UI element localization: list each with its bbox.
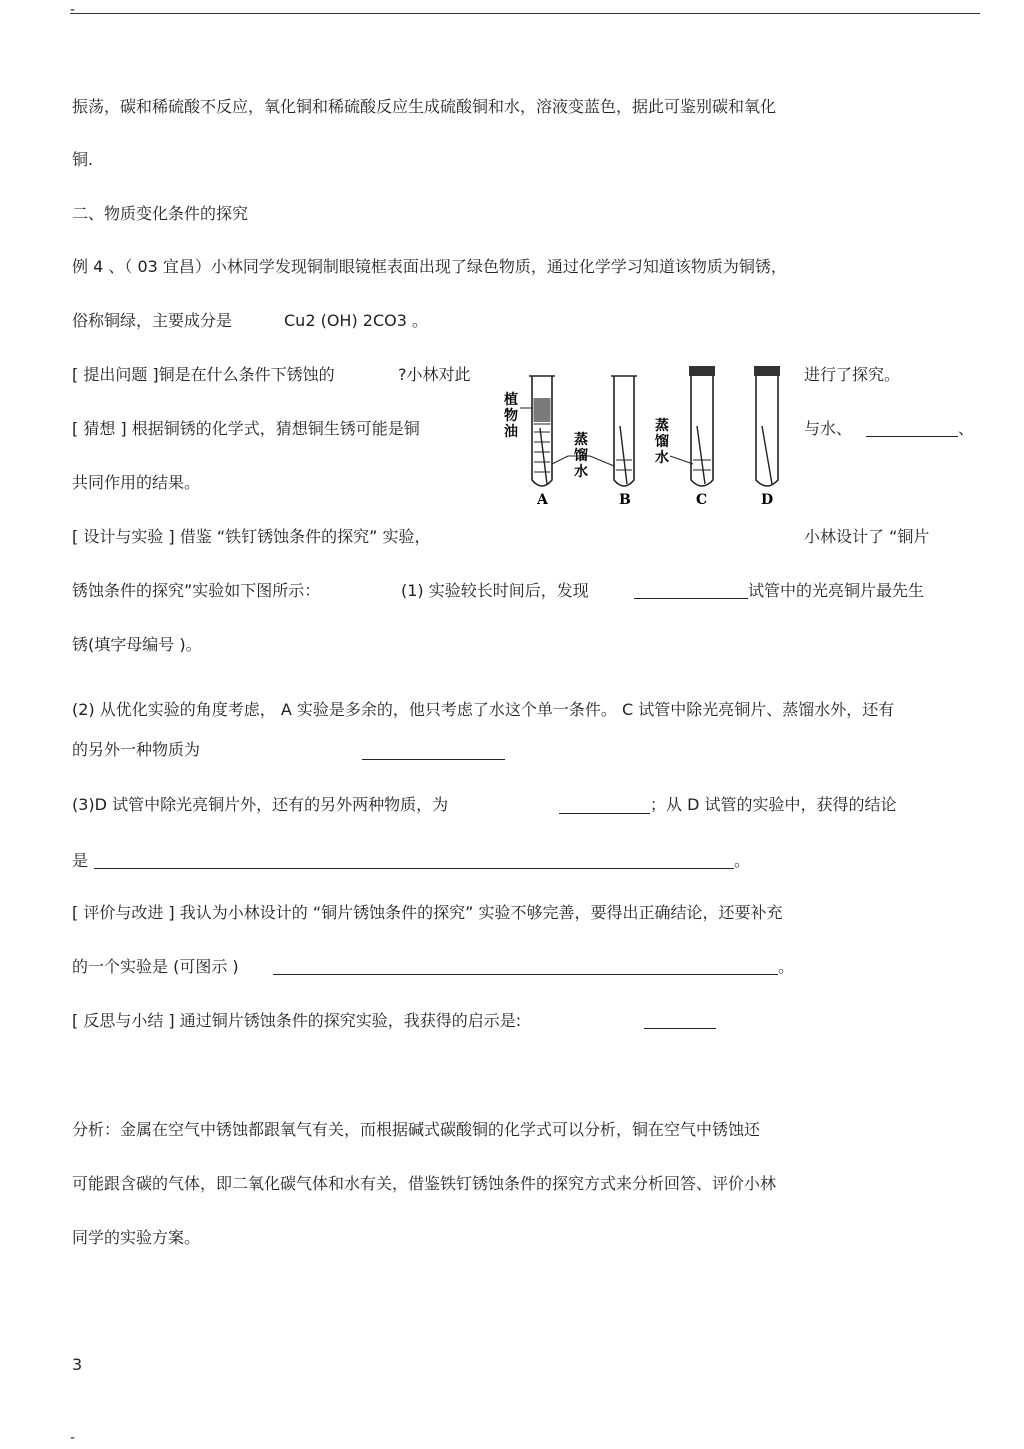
design-line: 锈蚀条件的探究”实验如下图所示： xyxy=(72,581,321,600)
text-line: 振荡，碳和稀硫酸不反应，氧化铜和稀硫酸反应生成硫酸铜和水，溶液变蓝色，据此可鉴别碳和氧化 xyxy=(72,97,777,116)
test-tubes-figure xyxy=(500,360,800,510)
hypothesis-line: 共同作用的结果。 xyxy=(72,473,201,492)
page-number: 3 xyxy=(72,1355,83,1374)
svg-text:馏: 馏 xyxy=(574,448,588,464)
answer-blank[interactable] xyxy=(94,852,734,869)
header-rule xyxy=(70,13,980,14)
tube-label: A xyxy=(537,492,548,508)
reflection-line: [ 反思与小结 ] 通过铜片锈蚀条件的探究实验，我获得的启示是: xyxy=(72,1011,522,1030)
question-line: [ 提出问题 ]铜是在什么条件下锈蚀的 xyxy=(72,365,335,384)
hypothesis-line: 与水、 xyxy=(804,419,853,438)
answer-blank[interactable] xyxy=(644,1012,716,1029)
hypothesis-line: [ 猜想 ] 根据铜锈的化学式，猜想铜生锈可能是铜 xyxy=(72,419,420,438)
text-line: 铜. xyxy=(72,150,94,169)
question-2: (2) 从优化实验的角度考虑， A 实验是多余的，他只考虑了水这个单一条件。 C 试管中除光亮铜片、蒸馏水外，还有 xyxy=(72,700,895,719)
question-3: 是 xyxy=(72,851,89,870)
answer-blank[interactable] xyxy=(273,958,778,975)
tube-d xyxy=(754,366,780,486)
design-line: 小林设计了 “铜片 xyxy=(804,527,930,546)
svg-text:物: 物 xyxy=(504,408,518,424)
question-3: (3)D 试管中除光亮铜片外，还有的另外两种物质，为 xyxy=(72,795,449,814)
tube-label: B xyxy=(619,492,631,508)
answer-blank[interactable] xyxy=(866,420,958,437)
analysis-line: 同学的实验方案。 xyxy=(72,1228,201,1247)
question-1: 锈(填字母编号 )。 xyxy=(72,635,202,654)
question-1: (1) 实验较长时间后，发现 xyxy=(401,581,589,600)
tube-label: C xyxy=(696,492,708,508)
header-mark: - xyxy=(70,2,76,18)
evaluation-line: 。 xyxy=(778,957,795,976)
tube-label: D xyxy=(761,492,774,508)
answer-blank[interactable] xyxy=(559,797,650,814)
evaluation-line: [ 评价与改进 ] 我认为小林设计的 “铜片锈蚀条件的探究” 实验不够完善，要得出正确结论，还要补充 xyxy=(72,903,783,922)
question-line: 进行了探究。 xyxy=(804,365,901,384)
formula: Cu2 (OH) 2CO3 。 xyxy=(284,311,428,330)
svg-text:油: 油 xyxy=(504,424,518,440)
tube-a xyxy=(520,376,555,486)
svg-text:蒸: 蒸 xyxy=(655,418,669,434)
section-heading: 二、物质变化条件的探究 xyxy=(72,204,249,223)
text-line: 俗称铜绿，主要成分是 xyxy=(72,311,233,330)
tube-b xyxy=(611,376,637,486)
example-title: 例 4 、（ 03 宜昌）小林同学发现铜制眼镜框表面出现了绿色物质，通过化学学习知道该物质为铜锈， xyxy=(72,257,787,276)
design-line: [ 设计与实验 ] 借鉴 “铁钉锈蚀条件的探究” 实验， xyxy=(72,527,431,546)
question-3: ；从 D 试管的实验中，获得的结论 xyxy=(650,795,897,814)
analysis-line: 可能跟含碳的气体，即二氧化碳气体和水有关，借鉴铁钉锈蚀条件的探究方式来分析回答、评价小林 xyxy=(72,1174,777,1193)
label-oil-1: 植 xyxy=(504,392,518,408)
question-2: 的另外一种物质为 xyxy=(72,740,201,759)
answer-blank[interactable] xyxy=(634,582,748,599)
question-1: 试管中的光亮铜片最先生 xyxy=(748,581,925,600)
answer-blank[interactable] xyxy=(362,743,505,760)
svg-text:水: 水 xyxy=(655,450,669,466)
question-line: ?小林对此 xyxy=(398,365,471,384)
svg-text:水: 水 xyxy=(574,464,588,480)
question-3: 。 xyxy=(734,851,751,870)
analysis-line: 分析：金属在空气中锈蚀都跟氧气有关，而根据碱式碳酸铜的化学式可以分析，铜在空气中锈蚀还 xyxy=(72,1120,761,1139)
hypothesis-line: 、 xyxy=(958,419,975,438)
evaluation-line: 的一个实验是 (可图示 ) xyxy=(72,957,239,976)
footer-mark: - xyxy=(70,1430,76,1446)
svg-text:馏: 馏 xyxy=(655,434,669,450)
svg-text:蒸: 蒸 xyxy=(574,432,588,448)
tube-c xyxy=(689,366,715,486)
